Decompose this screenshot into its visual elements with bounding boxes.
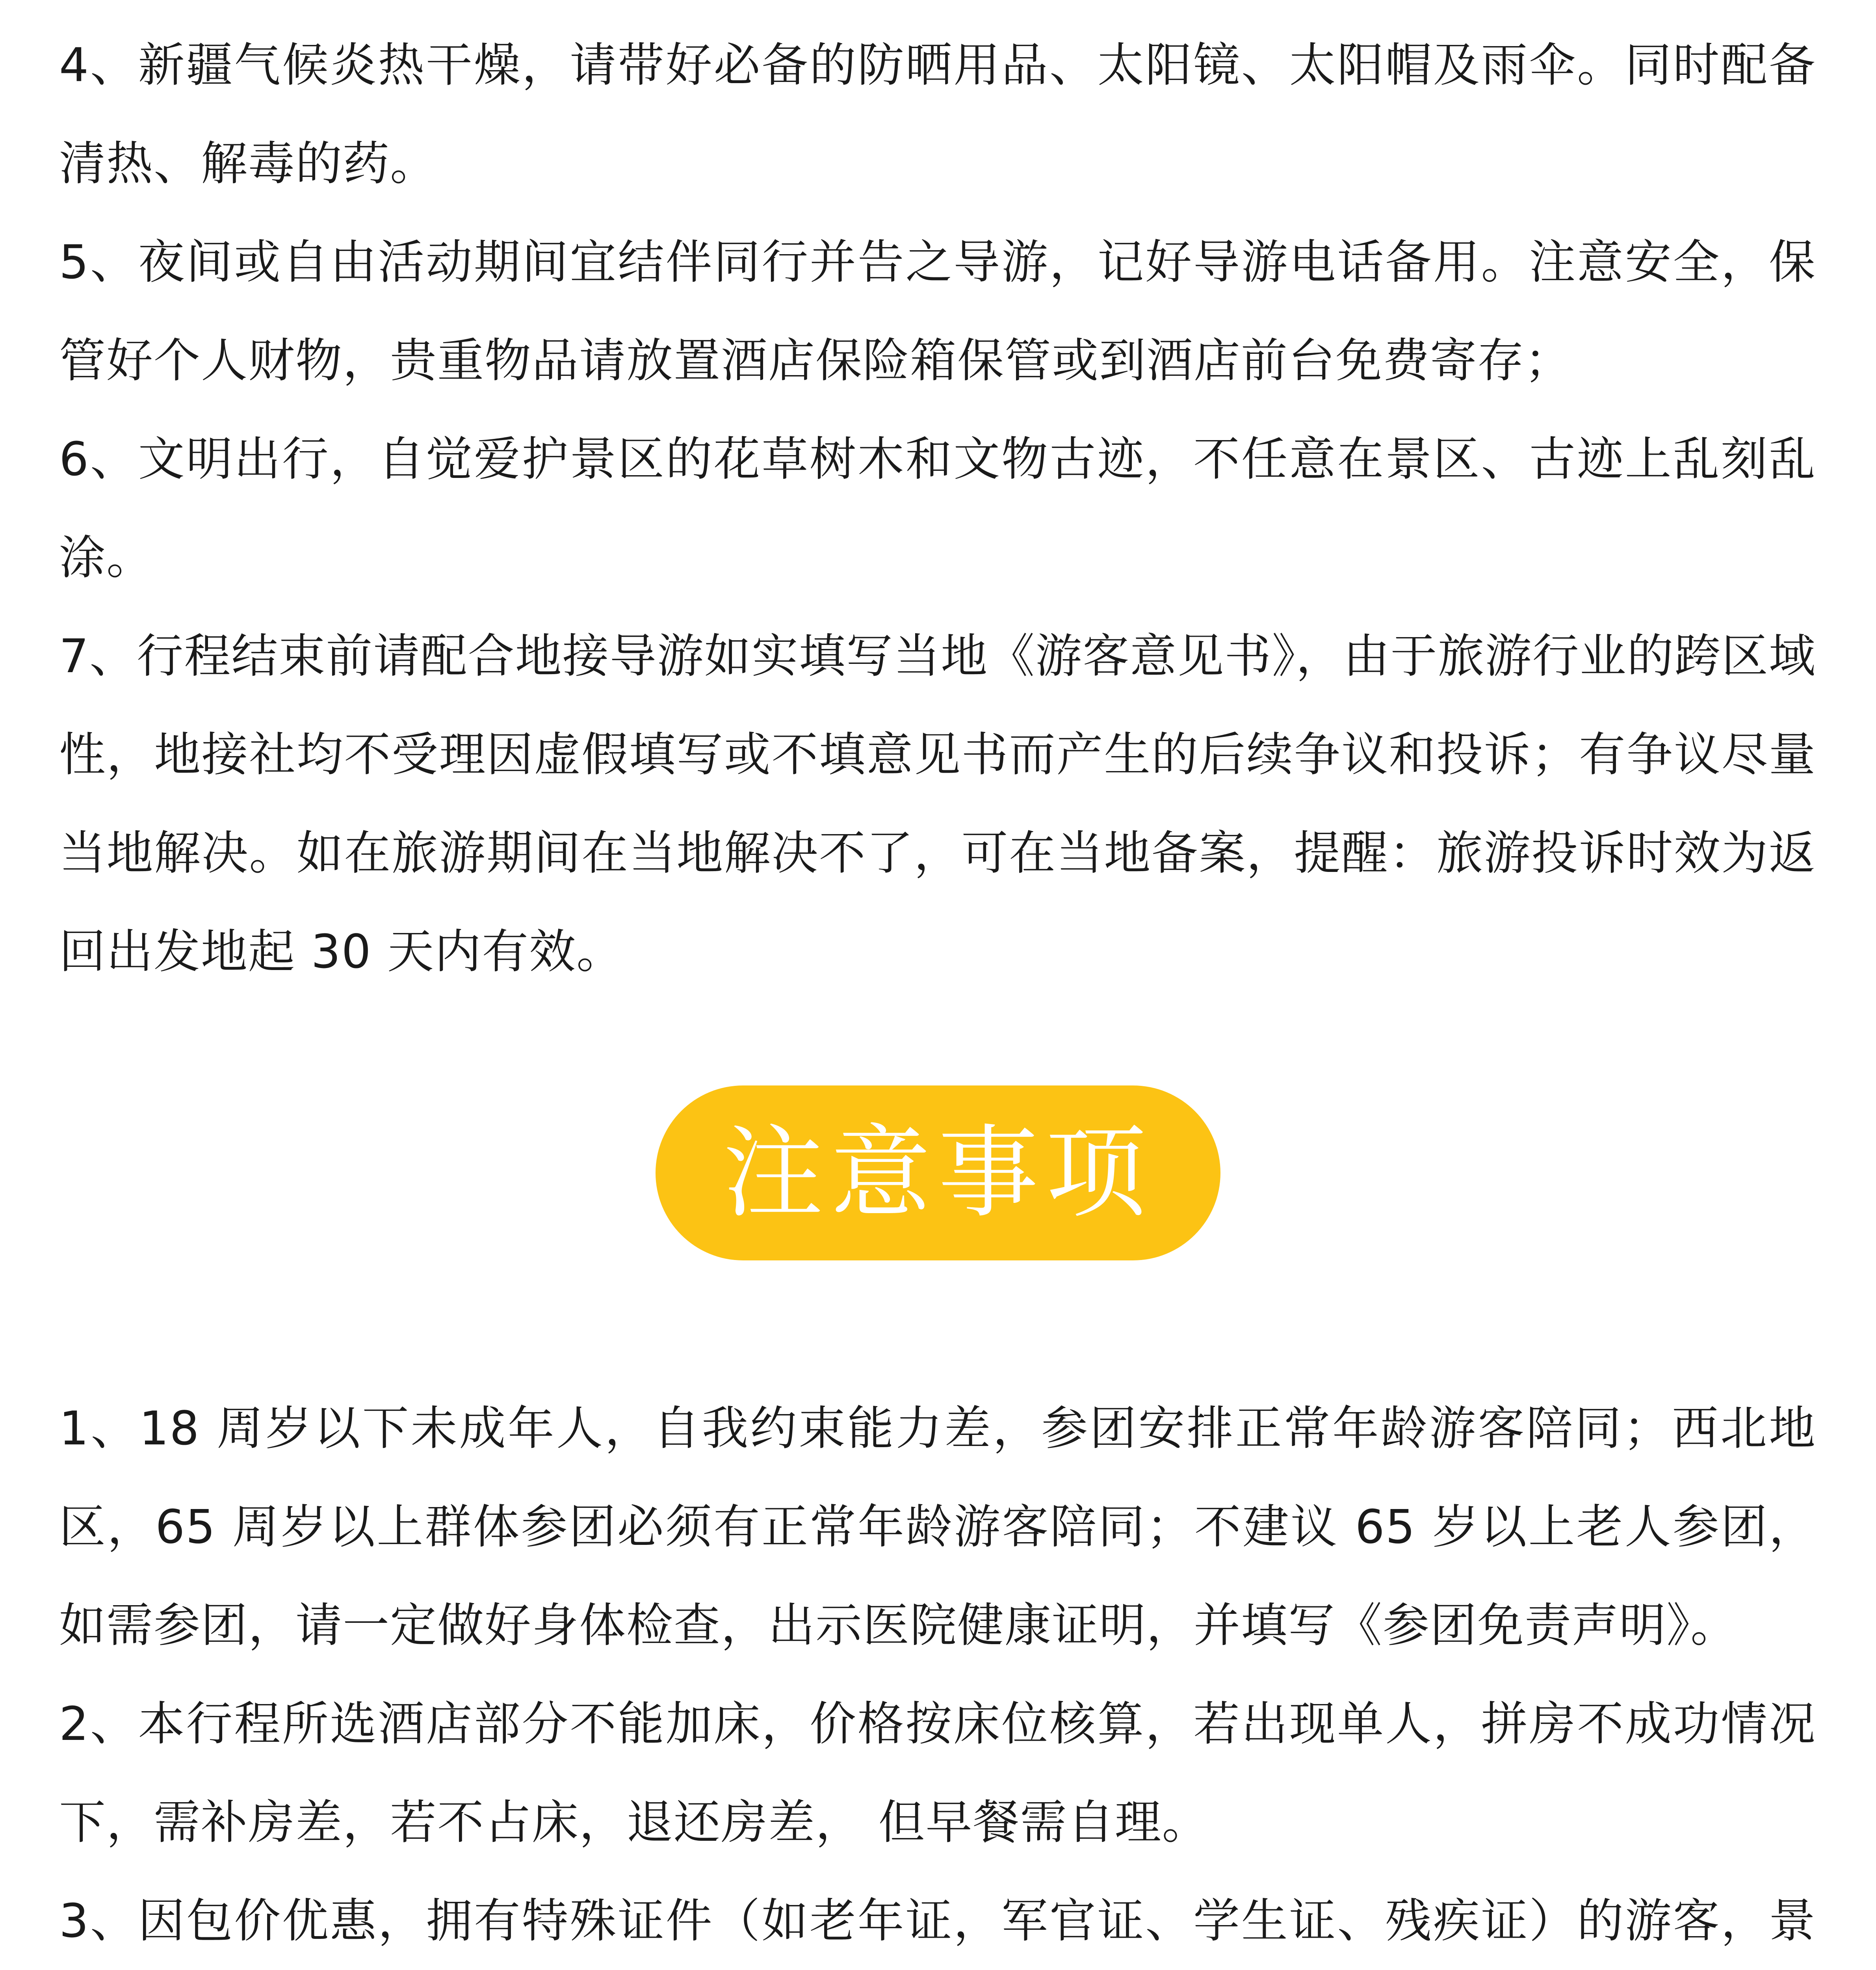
tip-item-5: 5、夜间或自由活动期间宜结伴同行并告之导游，记好导游电话备用。注意安全，保管好个人财物，贵重物品请放置酒店保险箱保管或到酒店前台免费寄存； bbox=[59, 235, 1816, 388]
tips-list-top bbox=[59, 16, 1816, 1001]
tip-item-4: 4、新疆气候炎热干燥，请带好必备的防晒用品、太阳镜、太阳帽及雨伞。同时配备清热、解毒的药。 bbox=[59, 38, 1816, 191]
notice-item-3: 3、因包价优惠，拥有特殊证件（如老年证，军官证、学生证、残疾证）的游客，景 bbox=[59, 1894, 1816, 1948]
notice-item-1: 1、18 周岁以下未成年人，自我约束能力差，参团安排正常年龄游客陪同；西北地区，65 周岁以上群体参团必须有正常年龄游客陪同；不建议 65 岁以上老人参团，如需参团，请一定做好身体检查，出示医院健康证明，并填写《参团免责声明》。 bbox=[59, 1401, 1816, 1652]
tip-item-6: 6、文明出行，自觉爱护景区的花草树木和文物古迹，不任意在景区、古迹上乱刻乱涂。 bbox=[59, 432, 1816, 585]
notice-list bbox=[59, 1379, 1816, 1970]
tip-item-7: 7、行程结束前请配合地接导游如实填写当地《游客意见书》，由于旅游行业的跨区域性，地接社均不受理因虚假填写或不填意见书而产生的后续争议和投诉；有争议尽量当地解决。如在旅游期间在当地解决不了，可在当地备案，提醒：旅游投诉时效为返回出发地起 30 天内有效。 bbox=[59, 629, 1816, 979]
notice-item-2: 2、本行程所选酒店部分不能加床，价格按床位核算，若出现单人，拼房不成功情况下，需补房差，若不占床，退还房差， 但早餐需自理。 bbox=[59, 1697, 1816, 1849]
section-heading: 注意事项 bbox=[723, 1114, 1153, 1232]
section-heading-badge bbox=[656, 1085, 1220, 1260]
